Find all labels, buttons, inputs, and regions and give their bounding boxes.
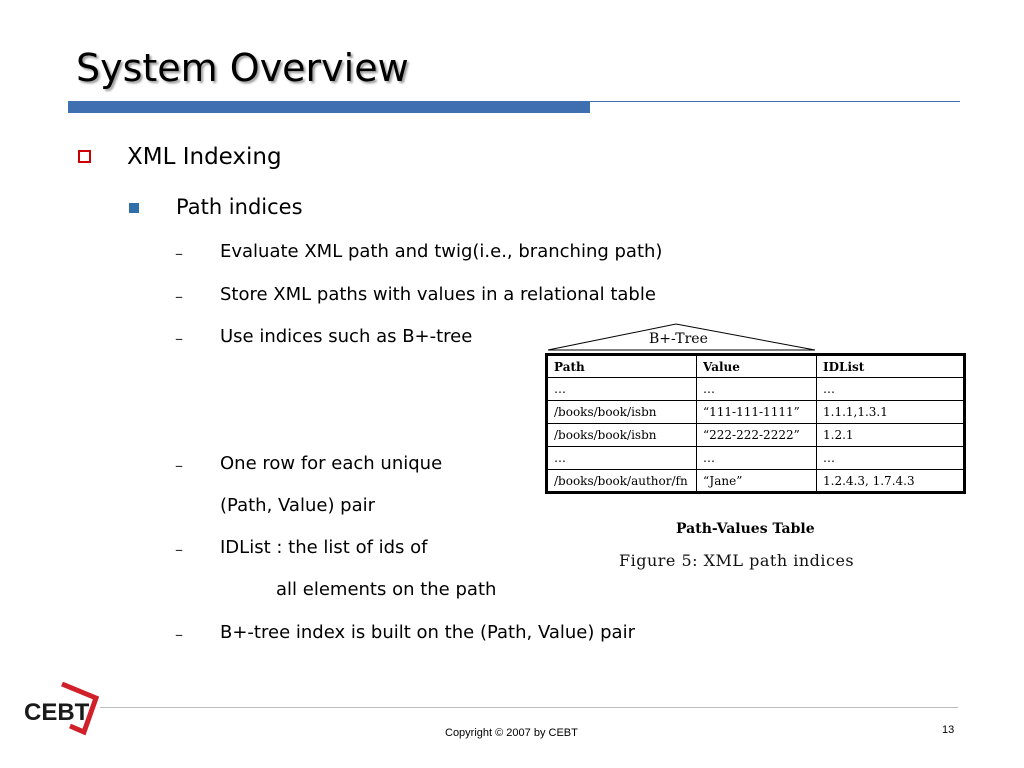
table-row <box>547 447 965 470</box>
cell-value: … <box>697 378 817 401</box>
bullet-use-indices: Use indices such as B+-tree <box>220 326 473 347</box>
table-header-row <box>547 355 965 378</box>
bullet-btree-built: B+-tree index is built on the (Path, Value) pair <box>220 622 635 643</box>
copyright-text: Copyright © 2007 by CEBT <box>445 727 578 739</box>
cell-idlist: … <box>817 378 965 401</box>
cebt-logo <box>22 682 100 736</box>
cell-value: “222-222-2222” <box>697 424 817 447</box>
header-value: Value <box>697 355 817 378</box>
bullet-xml-indexing: XML Indexing <box>127 144 282 170</box>
cell-idlist: … <box>817 447 965 470</box>
page-number: 13 <box>942 724 955 736</box>
bullet-one-row: One row for each unique <box>220 453 443 474</box>
dash-bullet-icon: – <box>175 329 183 348</box>
cell-path: /books/book/isbn <box>547 401 697 424</box>
dash-bullet-icon: – <box>175 244 183 263</box>
cell-path: … <box>547 447 697 470</box>
cell-idlist: 1.1.1,1.3.1 <box>817 401 965 424</box>
bullet-path-indices: Path indices <box>176 195 303 219</box>
logo-text: CEBT <box>24 699 90 726</box>
header-path: Path <box>547 355 697 378</box>
dash-bullet-icon: – <box>175 456 183 475</box>
hollow-square-bullet-icon <box>78 150 91 163</box>
cell-idlist: 1.2.4.3, 1.7.4.3 <box>817 470 965 493</box>
bullet-store-paths: Store XML paths with values in a relational table <box>220 284 656 305</box>
cell-idlist: 1.2.1 <box>817 424 965 447</box>
header-idlist: IDList <box>817 355 965 378</box>
table-row <box>547 378 965 401</box>
slide-title: System Overview <box>76 46 409 90</box>
bullet-evaluate-path: Evaluate XML path and twig(i.e., branching path) <box>220 241 663 262</box>
dash-bullet-icon: – <box>175 287 183 306</box>
cell-value: “111-111-1111” <box>697 401 817 424</box>
cell-path: /books/book/author/fn <box>547 470 697 493</box>
footer-divider <box>100 707 958 708</box>
bullet-one-row-cont: (Path, Value) pair <box>220 495 376 516</box>
table-row <box>547 424 965 447</box>
title-underline-thin <box>590 101 960 102</box>
dash-bullet-icon: – <box>175 625 183 644</box>
bullet-idlist-cont: all elements on the path <box>276 579 497 600</box>
figure-caption: Figure 5: XML path indices <box>619 551 855 570</box>
cell-path: … <box>547 378 697 401</box>
filled-square-bullet-icon <box>129 203 139 213</box>
cell-path: /books/book/isbn <box>547 424 697 447</box>
dash-bullet-icon: – <box>175 540 183 559</box>
title-underline-thick <box>68 101 590 113</box>
table-row <box>547 470 965 493</box>
table-row <box>547 401 965 424</box>
cell-value: … <box>697 447 817 470</box>
table-caption: Path-Values Table <box>676 521 815 537</box>
b-plus-tree-label: B+-Tree <box>649 331 708 347</box>
bullet-idlist: IDList : the list of ids of <box>220 537 428 558</box>
cell-value: “Jane” <box>697 470 817 493</box>
path-values-table <box>545 353 966 494</box>
